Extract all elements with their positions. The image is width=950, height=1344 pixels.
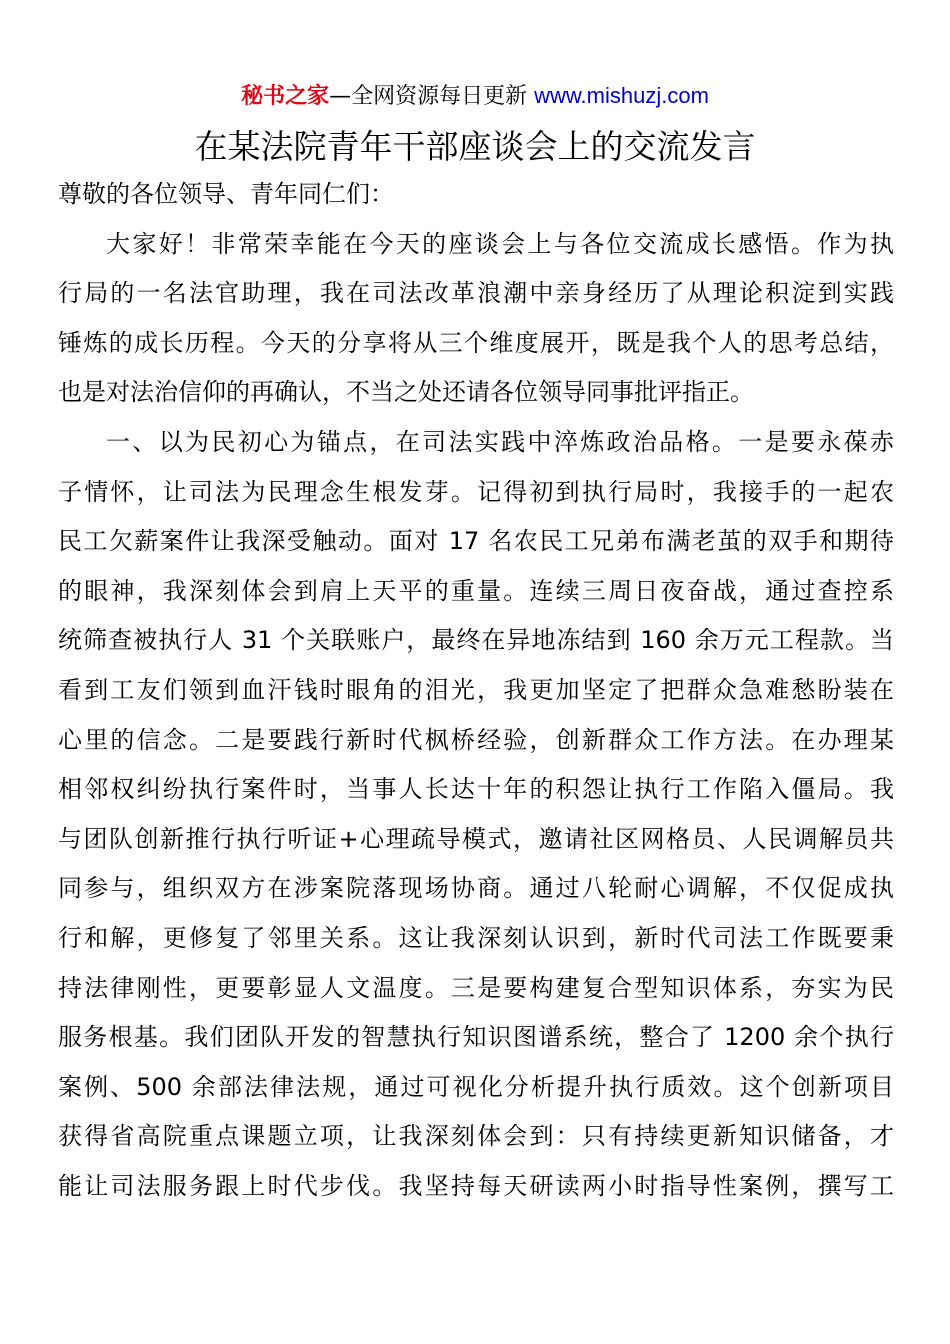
site-url-link[interactable]: www.mishuzj.com [534,83,709,108]
document-title: 在某法院青年干部座谈会上的交流发言 [194,127,756,166]
text-line: 也是对法治信仰的再确认，不当之处还请各位领导同事批评指正。 [58,378,754,407]
salutation: 尊敬的各位领导、青年同仁们： [58,180,394,208]
site-tagline: —全网资源每日更新 [329,84,535,109]
text-line: 民工欠薪案件让我深受触动。面对 17 名农民工兄弟布满老茧的双手和期待 [58,527,894,556]
text-line: 同参与，组织双方在涉案院落现场协商。通过八轮耐心调解，不仅促成执 [58,874,894,903]
text-line: 能让司法服务跟上时代步伐。我坚持每天研读两小时指导性案例，撰写工 [58,1171,894,1200]
site-header [0,80,950,113]
text-line: 子情怀，让司法为民理念生根发芽。记得初到执行局时，我接手的一起农 [58,477,894,506]
text-line: 相邻权纠纷执行案件时，当事人长达十年的积怨让执行工作陷入僵局。我 [58,775,894,804]
text-line: 行局的一名法官助理，我在司法改革浪潮中亲身经历了从理论积淀到实践 [58,279,894,308]
paragraph-section-one [58,418,894,1212]
text-line: 一、以为民初心为锚点，在司法实践中淬炼政治品格。一是要永葆赤 [106,427,894,456]
paragraph-opening [58,220,894,418]
text-line: 锤炼的成长历程。今天的分享将从三个维度展开，既是我个人的思考总结， [58,328,894,357]
text-line: 获得省高院重点课题立项，让我深刻体会到：只有持续更新知识储备，才 [58,1122,894,1151]
site-brand: 秘书之家 [241,84,330,109]
text-line: 的眼神，我深刻体会到肩上天平的重量。连续三周日夜奋战，通过查控系 [58,576,894,605]
text-line: 看到工友们领到血汗钱时眼角的泪光，我更加坚定了把群众急难愁盼装在 [58,675,894,704]
text-line: 统筛查被执行人 31 个关联账户，最终在异地冻结到 160 余万元工程款。当 [58,626,894,655]
document-body [58,170,894,1211]
text-line: 与团队创新推行执行听证+心理疏导模式，邀请社区网格员、人民调解员共 [58,824,894,853]
text-line: 大家好！非常荣幸能在今天的座谈会上与各位交流成长感悟。作为执 [106,229,894,258]
text-line: 心里的信念。二是要践行新时代枫桥经验，创新群众工作方法。在办理某 [58,725,894,754]
text-line: 服务根基。我们团队开发的智慧执行知识图谱系统，整合了 1200 余个执行 [58,1023,894,1052]
text-line: 案例、500 余部法律法规，通过可视化分析提升执行质效。这个创新项目 [58,1072,894,1101]
text-line: 持法律刚性，更要彰显人文温度。三是要构建复合型知识体系，夯实为民 [58,973,894,1002]
text-line: 行和解，更修复了邻里关系。这让我深刻认识到，新时代司法工作既要秉 [58,923,894,952]
